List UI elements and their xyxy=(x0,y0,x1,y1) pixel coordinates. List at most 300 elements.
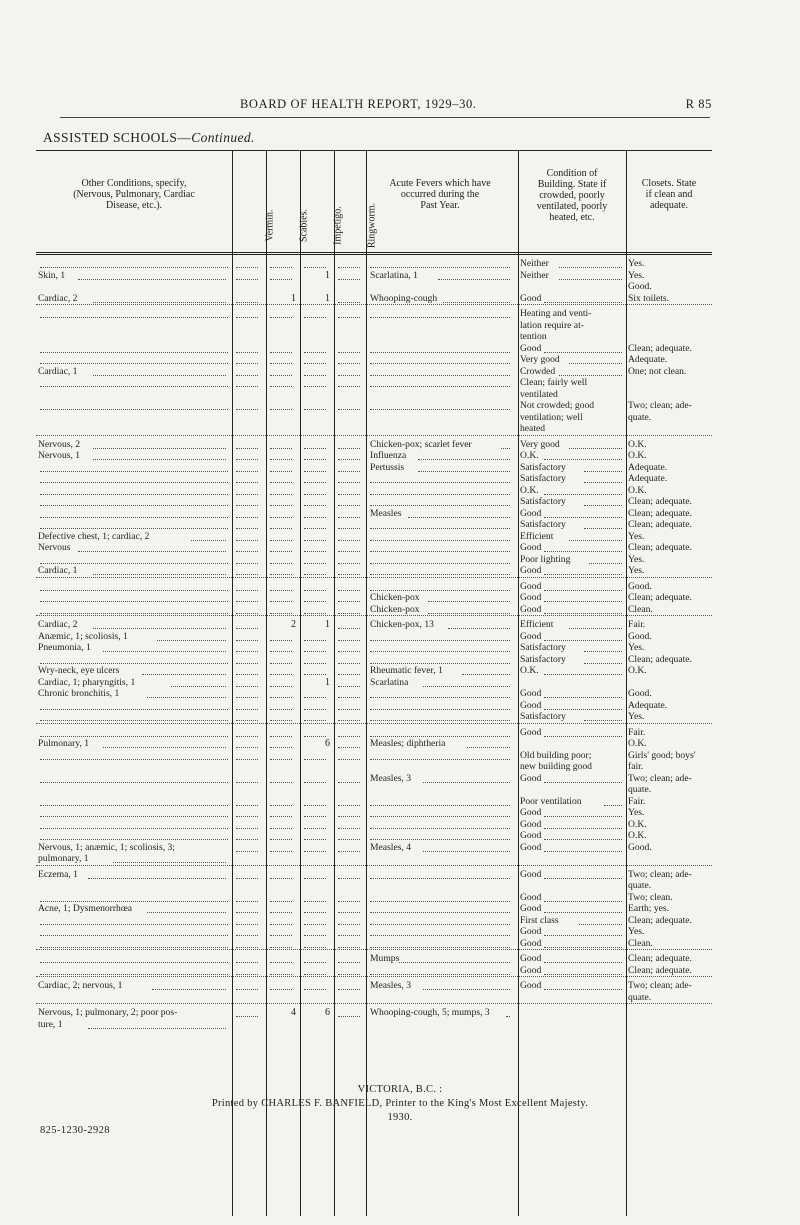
cell-acute-fevers: Chicken-pox xyxy=(370,592,420,603)
cell-closets: Two; clean; ade- quate. xyxy=(628,772,692,795)
leader-dots xyxy=(236,622,258,629)
cell-building-condition: Satisfactory xyxy=(520,653,566,665)
leader-dots xyxy=(270,522,292,529)
leader-dots xyxy=(304,403,326,410)
leader-dots xyxy=(270,845,292,852)
leader-dots xyxy=(236,645,258,652)
leader-dots xyxy=(270,753,292,760)
cell-closets: Two; clean; ade- quate. xyxy=(628,400,692,423)
cell-acute-fevers: Pertussis xyxy=(370,461,405,473)
leader-dots xyxy=(40,753,228,760)
leader-dots xyxy=(304,968,326,975)
cell-building-condition: Good xyxy=(520,818,542,830)
leader-dots xyxy=(338,968,360,975)
leader-dots xyxy=(304,584,326,591)
leader-dots xyxy=(40,895,228,902)
leader-dots xyxy=(93,568,226,575)
cell-closets: Two; clean; ade- quate. xyxy=(628,980,692,1003)
cell-closets: Adequate. xyxy=(628,699,668,711)
leader-dots xyxy=(236,453,258,460)
leader-dots xyxy=(236,906,258,913)
leader-dots xyxy=(569,357,622,364)
leader-dots xyxy=(304,799,326,806)
leader-dots xyxy=(338,595,360,602)
cell-impetigo: 1 xyxy=(325,676,330,688)
cell-building-condition: Good xyxy=(520,630,542,642)
cell-acute-fevers: Whooping-cough, 5; mumps, 3 xyxy=(370,1007,490,1018)
leader-dots xyxy=(338,522,360,529)
leader-dots xyxy=(370,799,510,806)
leader-dots xyxy=(338,906,360,913)
leader-dots xyxy=(304,753,326,760)
cell-building-condition: Neither xyxy=(520,269,549,281)
leader-dots xyxy=(370,810,510,817)
cell-closets: Clean; adequate. xyxy=(628,953,692,964)
leader-dots xyxy=(544,488,622,495)
leader-dots xyxy=(338,810,360,817)
leader-dots xyxy=(270,680,292,687)
leader-dots xyxy=(270,895,292,902)
col-header-scabies: Scabies. xyxy=(298,208,310,243)
cell-other-conditions: Pulmonary, 1 xyxy=(38,738,90,749)
cell-closets: Clean; adequate. xyxy=(628,914,692,926)
leader-dots xyxy=(370,261,510,268)
leader-dots xyxy=(338,680,360,687)
leader-dots xyxy=(78,273,226,280)
leader-dots xyxy=(236,680,258,687)
leader-dots xyxy=(544,895,622,902)
col-divider xyxy=(626,150,627,1216)
leader-dots xyxy=(338,822,360,829)
leader-dots xyxy=(93,369,226,376)
leader-dots xyxy=(270,595,292,602)
leader-dots xyxy=(304,918,326,925)
leader-dots xyxy=(338,918,360,925)
cell-closets: Yes. xyxy=(628,926,645,937)
cell-closets: Clean. xyxy=(628,603,653,615)
leader-dots xyxy=(270,691,292,698)
leader-dots xyxy=(579,918,622,925)
leader-dots xyxy=(236,845,258,852)
leader-dots xyxy=(40,941,228,948)
cell-closets: Clean; adequate. xyxy=(628,542,692,553)
leader-dots xyxy=(304,534,326,541)
col-header-impetigo: Impetigo. xyxy=(332,206,344,245)
cell-closets: Yes. xyxy=(628,530,645,542)
cell-building-condition: Crowded xyxy=(520,365,556,377)
leader-dots xyxy=(304,822,326,829)
leader-dots xyxy=(338,442,360,449)
cell-closets: Yes. xyxy=(628,642,645,653)
leader-dots xyxy=(40,730,228,737)
cell-closets: Girls' good; boys' fair. xyxy=(628,749,696,772)
leader-dots xyxy=(418,465,510,472)
cell-building-condition: Satisfactory xyxy=(520,642,566,653)
leader-dots xyxy=(304,645,326,652)
leader-dots xyxy=(236,346,258,353)
leader-dots xyxy=(338,261,360,268)
leader-dots xyxy=(236,261,258,268)
cell-closets: O.K. xyxy=(628,450,647,461)
cell-building-condition: Good xyxy=(520,964,542,976)
leader-dots xyxy=(40,703,228,710)
leader-dots xyxy=(304,488,326,495)
leader-dots xyxy=(236,691,258,698)
leader-dots xyxy=(40,833,228,840)
leader-dots xyxy=(270,442,292,449)
cell-other-conditions: Anæmic, 1; scoliosis, 1 xyxy=(38,630,128,642)
cell-building-condition: Good xyxy=(520,937,542,949)
leader-dots xyxy=(604,799,622,806)
col-header-vermin: Vermin. xyxy=(264,209,276,242)
cell-closets: Clean; adequate. xyxy=(628,507,692,519)
leader-dots xyxy=(370,918,510,925)
cell-other-conditions: Pneumonia, 1 xyxy=(38,642,91,653)
cell-building-condition: Neither xyxy=(520,258,549,269)
leader-dots xyxy=(584,476,622,483)
leader-dots xyxy=(338,983,360,990)
leader-dots xyxy=(370,476,510,483)
cell-closets: Earth; yes. xyxy=(628,903,670,914)
cell-other-conditions: Eczema, 1 xyxy=(38,868,78,880)
cell-building-condition: Old building poor; new building good xyxy=(520,749,592,772)
leader-dots xyxy=(270,499,292,506)
cell-closets: O.K. xyxy=(628,818,647,830)
cell-building-condition: Good xyxy=(520,841,542,853)
cell-closets: Yes. xyxy=(628,258,645,269)
leader-dots xyxy=(236,941,258,948)
leader-dots xyxy=(40,511,228,518)
leader-dots xyxy=(270,261,292,268)
leader-dots xyxy=(304,568,326,575)
cell-closets: Two; clean. xyxy=(628,891,673,903)
cell-building-condition: Efficient xyxy=(520,619,554,630)
cell-closets: Clean; adequate. xyxy=(628,342,692,354)
leader-dots xyxy=(338,941,360,948)
leader-dots xyxy=(338,346,360,353)
cell-closets: Adequate. xyxy=(628,473,668,484)
leader-dots xyxy=(304,545,326,552)
leader-dots xyxy=(304,956,326,963)
leader-dots xyxy=(40,799,228,806)
cell-building-condition: Satisfactory xyxy=(520,473,566,484)
cell-building-condition: Very good xyxy=(520,354,560,365)
cell-other-conditions: Nervous, 1; anæmic, 1; scoliosis, 3; pulmonary, 1 xyxy=(38,841,175,864)
leader-dots xyxy=(338,895,360,902)
leader-dots xyxy=(544,983,622,990)
footer-place: VICTORIA, B.C. : xyxy=(357,1084,443,1095)
leader-dots xyxy=(338,465,360,472)
leader-dots xyxy=(418,453,510,460)
leader-dots xyxy=(544,833,622,840)
leader-dots xyxy=(304,941,326,948)
leader-dots xyxy=(338,776,360,783)
cell-building-condition: Good xyxy=(520,830,542,841)
leader-dots xyxy=(304,833,326,840)
leader-dots xyxy=(370,872,510,879)
leader-dots xyxy=(338,730,360,737)
leader-dots xyxy=(338,833,360,840)
leader-dots xyxy=(40,357,228,364)
header-page-number: R 85 xyxy=(685,97,712,111)
leader-dots xyxy=(236,822,258,829)
cell-building-condition: Good xyxy=(520,772,542,784)
leader-dots xyxy=(370,691,510,698)
leader-dots xyxy=(40,810,228,817)
cell-closets: Six toilets. xyxy=(628,292,670,304)
leader-dots xyxy=(236,584,258,591)
cell-closets: Adequate. xyxy=(628,461,668,473)
leader-dots xyxy=(304,311,326,318)
leader-dots xyxy=(93,442,226,449)
leader-dots xyxy=(559,261,622,268)
cell-scabies: 2 xyxy=(291,619,296,630)
cell-building-condition: Good xyxy=(520,565,542,576)
cell-closets: Clean; adequate. xyxy=(628,592,692,603)
leader-dots xyxy=(370,380,510,387)
leader-dots xyxy=(544,776,622,783)
col-divider xyxy=(232,150,233,1216)
leader-dots xyxy=(370,657,510,664)
cell-building-condition: Good xyxy=(520,292,542,304)
leader-dots xyxy=(40,346,228,353)
leader-dots xyxy=(506,1010,510,1017)
leader-dots xyxy=(544,929,622,936)
leader-dots xyxy=(270,872,292,879)
cell-building-condition: Good xyxy=(520,953,542,964)
leader-dots xyxy=(191,534,226,541)
leader-dots xyxy=(304,465,326,472)
leader-dots xyxy=(40,499,228,506)
leader-dots xyxy=(304,657,326,664)
leader-dots xyxy=(270,634,292,641)
leader-dots xyxy=(544,691,622,698)
leader-dots xyxy=(113,856,226,863)
leader-dots xyxy=(270,906,292,913)
leader-dots xyxy=(370,714,510,721)
leader-dots xyxy=(370,833,510,840)
col-header-other-conditions: Other Conditions, specify, (Nervous, Pulmonary, Cardiac Disease, etc.). xyxy=(73,178,195,211)
leader-dots xyxy=(236,895,258,902)
leader-dots xyxy=(304,703,326,710)
leader-dots xyxy=(569,534,622,541)
cell-other-conditions: Cardiac, 1; pharyngitis, 1 xyxy=(38,676,136,688)
cell-building-condition: Good xyxy=(520,926,542,937)
leader-dots xyxy=(40,956,228,963)
leader-dots xyxy=(569,442,622,449)
cell-closets: Clean; adequate. xyxy=(628,964,692,976)
leader-dots xyxy=(236,357,258,364)
cell-building-condition: O.K. xyxy=(520,484,539,496)
leader-dots xyxy=(338,568,360,575)
leader-dots xyxy=(304,929,326,936)
cell-other-conditions: Skin, 1 xyxy=(38,269,66,281)
cell-closets: O.K. xyxy=(628,665,647,676)
leader-dots xyxy=(236,296,258,303)
leader-dots xyxy=(584,645,622,652)
leader-dots xyxy=(370,403,510,410)
leader-dots xyxy=(304,730,326,737)
cell-closets: Yes. xyxy=(628,553,645,565)
leader-dots xyxy=(270,557,292,564)
leader-dots xyxy=(236,799,258,806)
leader-dots xyxy=(40,607,228,614)
leader-dots xyxy=(370,730,510,737)
leader-dots xyxy=(338,499,360,506)
leader-dots xyxy=(236,668,258,675)
leader-dots xyxy=(370,634,510,641)
leader-dots xyxy=(370,522,510,529)
leader-dots xyxy=(544,872,622,879)
leader-dots xyxy=(370,584,510,591)
leader-dots xyxy=(236,311,258,318)
leader-dots xyxy=(270,357,292,364)
leader-dots xyxy=(152,983,226,990)
leader-dots xyxy=(236,557,258,564)
leader-dots xyxy=(462,668,510,675)
leader-dots xyxy=(236,273,258,280)
cell-closets: Adequate. xyxy=(628,354,668,365)
leader-dots xyxy=(236,810,258,817)
leader-dots xyxy=(304,607,326,614)
cell-building-condition: Good xyxy=(520,726,542,738)
cell-impetigo: 6 xyxy=(325,738,330,749)
leader-dots xyxy=(40,522,228,529)
leader-dots xyxy=(544,595,622,602)
leader-dots xyxy=(236,499,258,506)
cell-acute-fevers: Measles; diphtheria xyxy=(370,738,446,749)
leader-dots xyxy=(304,442,326,449)
section-title-continued: Continued. xyxy=(191,130,255,145)
leader-dots xyxy=(544,584,622,591)
leader-dots xyxy=(544,607,622,614)
col-divider xyxy=(266,150,267,1216)
leader-dots xyxy=(88,1022,226,1029)
leader-dots xyxy=(236,833,258,840)
cell-closets: Good. xyxy=(628,841,652,853)
leader-dots xyxy=(544,956,622,963)
leader-dots xyxy=(40,380,228,387)
cell-building-condition: Clean; fairly well ventilated xyxy=(520,377,588,400)
leader-dots xyxy=(236,442,258,449)
leader-dots xyxy=(270,273,292,280)
leader-dots xyxy=(236,703,258,710)
leader-dots xyxy=(270,657,292,664)
cell-building-condition: Good xyxy=(520,903,542,914)
leader-dots xyxy=(338,956,360,963)
leader-dots xyxy=(304,476,326,483)
leader-dots xyxy=(171,680,226,687)
cell-other-conditions: Chronic bronchitis, 1 xyxy=(38,688,120,699)
cell-closets: Clean; adequate. xyxy=(628,496,692,507)
cell-building-condition: Very good xyxy=(520,438,560,450)
cell-closets: Two; clean; ade- quate. xyxy=(628,868,692,891)
leader-dots xyxy=(40,968,228,975)
leader-dots xyxy=(236,476,258,483)
leader-dots xyxy=(338,607,360,614)
leader-dots xyxy=(370,645,510,652)
leader-dots xyxy=(304,380,326,387)
leader-dots xyxy=(370,822,510,829)
leader-dots xyxy=(270,810,292,817)
leader-dots xyxy=(236,634,258,641)
leader-dots xyxy=(236,714,258,721)
leader-dots xyxy=(338,1010,360,1017)
leader-dots xyxy=(370,753,510,760)
leader-dots xyxy=(304,895,326,902)
cell-other-conditions: Cardiac, 2 xyxy=(38,292,78,304)
leader-dots xyxy=(270,703,292,710)
schools-table xyxy=(36,150,712,1216)
row-separator xyxy=(36,576,712,578)
row-separator xyxy=(36,1002,712,1004)
leader-dots xyxy=(270,799,292,806)
leader-dots xyxy=(370,369,510,376)
cell-closets: Yes. xyxy=(628,565,645,576)
leader-dots xyxy=(78,545,226,552)
leader-dots xyxy=(584,499,622,506)
leader-dots xyxy=(544,906,622,913)
leader-dots xyxy=(147,906,226,913)
leader-dots xyxy=(270,941,292,948)
leader-dots xyxy=(338,622,360,629)
cell-closets: Yes. Good. xyxy=(628,269,652,292)
cell-building-condition: Satisfactory xyxy=(520,461,566,473)
leader-dots xyxy=(270,833,292,840)
cell-building-condition: Not crowded; good ventilation; well heated xyxy=(520,400,595,434)
cell-building-condition: Good xyxy=(520,699,542,711)
leader-dots xyxy=(544,941,622,948)
leader-dots xyxy=(236,511,258,518)
leader-dots xyxy=(370,534,510,541)
leader-dots xyxy=(304,557,326,564)
cell-acute-fevers: Measles, 4 xyxy=(370,841,412,853)
leader-dots xyxy=(236,983,258,990)
leader-dots xyxy=(544,346,622,353)
leader-dots xyxy=(270,488,292,495)
leader-dots xyxy=(370,488,510,495)
cell-building-condition: Poor lighting xyxy=(520,553,571,565)
leader-dots xyxy=(370,929,510,936)
leader-dots xyxy=(236,534,258,541)
cell-other-conditions: Nervous, 2 xyxy=(38,438,81,450)
leader-dots xyxy=(304,595,326,602)
leader-dots xyxy=(40,918,228,925)
leader-dots xyxy=(338,668,360,675)
leader-dots xyxy=(338,545,360,552)
cell-other-conditions: Cardiac, 1 xyxy=(38,565,78,576)
cell-building-condition: First class xyxy=(520,914,559,926)
leader-dots xyxy=(338,311,360,318)
leader-dots xyxy=(338,645,360,652)
leader-dots xyxy=(270,568,292,575)
leader-dots xyxy=(338,557,360,564)
leader-dots xyxy=(40,822,228,829)
leader-dots xyxy=(103,645,226,652)
cell-acute-fevers: Measles, 3 xyxy=(370,980,412,991)
cell-other-conditions: Cardiac, 2; nervous, 1 xyxy=(38,980,123,991)
leader-dots xyxy=(270,545,292,552)
leader-dots xyxy=(270,453,292,460)
leader-dots xyxy=(338,929,360,936)
leader-dots xyxy=(338,403,360,410)
leader-dots xyxy=(338,273,360,280)
cell-scabies: 1 xyxy=(291,292,296,304)
footer-printer: Printed by CHARLES F. BANFIELD, Printer to the King's Most Excellent Majesty. xyxy=(211,1098,589,1109)
leader-dots xyxy=(544,822,622,829)
leader-dots xyxy=(584,714,622,721)
leader-dots xyxy=(236,403,258,410)
